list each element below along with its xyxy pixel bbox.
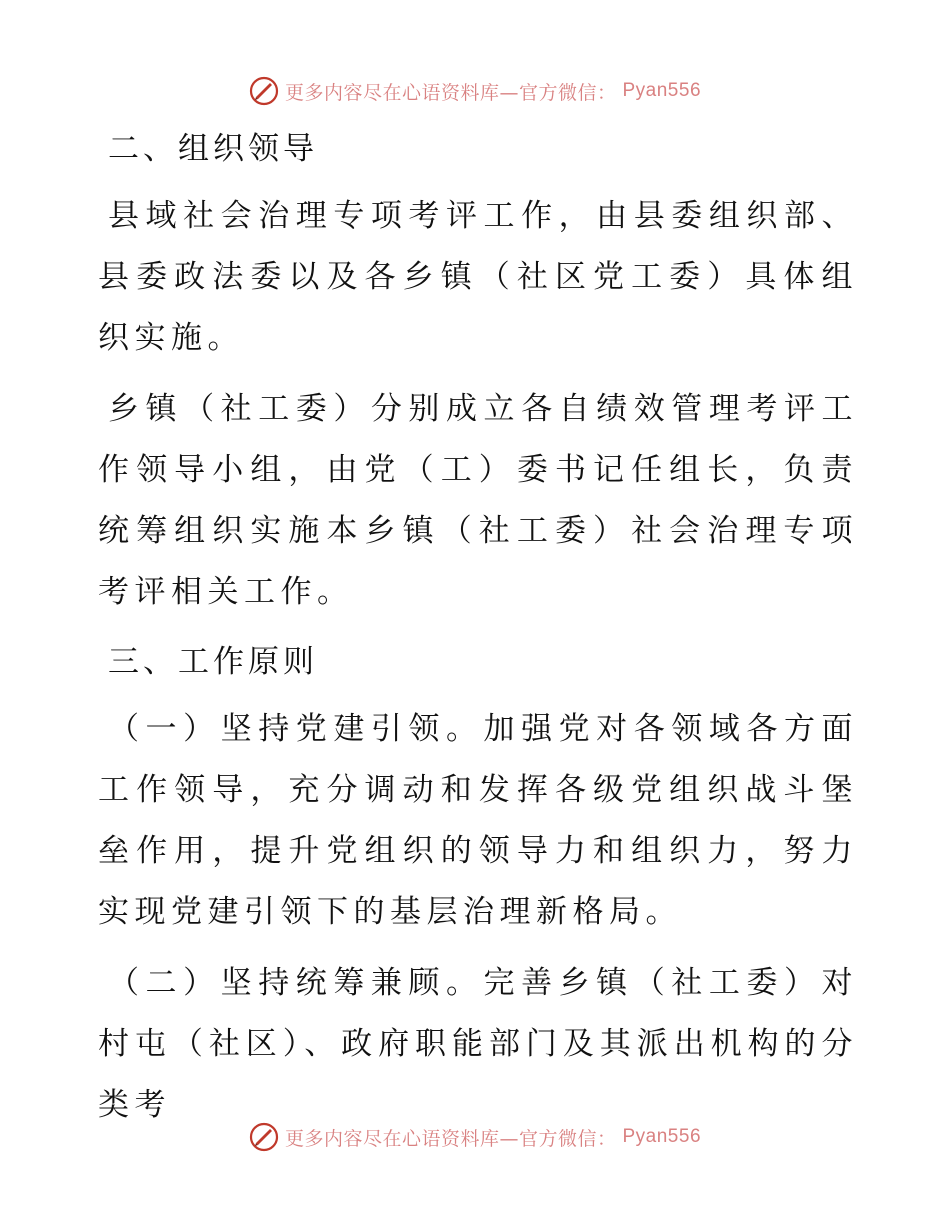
watermark-id: Pyan556 — [622, 80, 702, 101]
watermark-id: Pyan556 — [622, 1126, 702, 1147]
watermark-text: 更多内容尽在心语资料库—官方微信： — [284, 1127, 617, 1150]
logo-icon — [249, 1122, 279, 1152]
paragraph: （一）坚持党建引领。加强党对各领域各方面工作领导，充分调动和发挥各级党组织战斗堡垒作用，提升党组织的领导力和组织力，努力实现党建引领下的基层治理新格局。 — [98, 711, 858, 930]
document-body — [98, 120, 858, 1146]
paragraph: （二）坚持统筹兼顾。完善乡镇（社工委）对村屯（社区）、政府职能部门及其派出机构的分类考 — [98, 965, 858, 1123]
watermark-text: 更多内容尽在心语资料库—官方微信： — [284, 81, 617, 104]
section-heading: 二、组织领导 — [108, 131, 318, 167]
footer-watermark — [0, 1122, 950, 1152]
paragraph: 县域社会治理专项考评工作，由县委组织部、县委政法委以及各乡镇（社区党工委）具体组织实施。 — [98, 198, 858, 356]
paragraph: 乡镇（社工委）分别成立各自绩效管理考评工作领导小组，由党（工）委书记任组长，负责统筹组织实施本乡镇（社工委）社会治理专项考评相关工作。 — [98, 391, 858, 610]
header-watermark — [0, 76, 950, 106]
logo-icon — [249, 76, 279, 106]
section-heading: 三、工作原则 — [108, 644, 318, 680]
